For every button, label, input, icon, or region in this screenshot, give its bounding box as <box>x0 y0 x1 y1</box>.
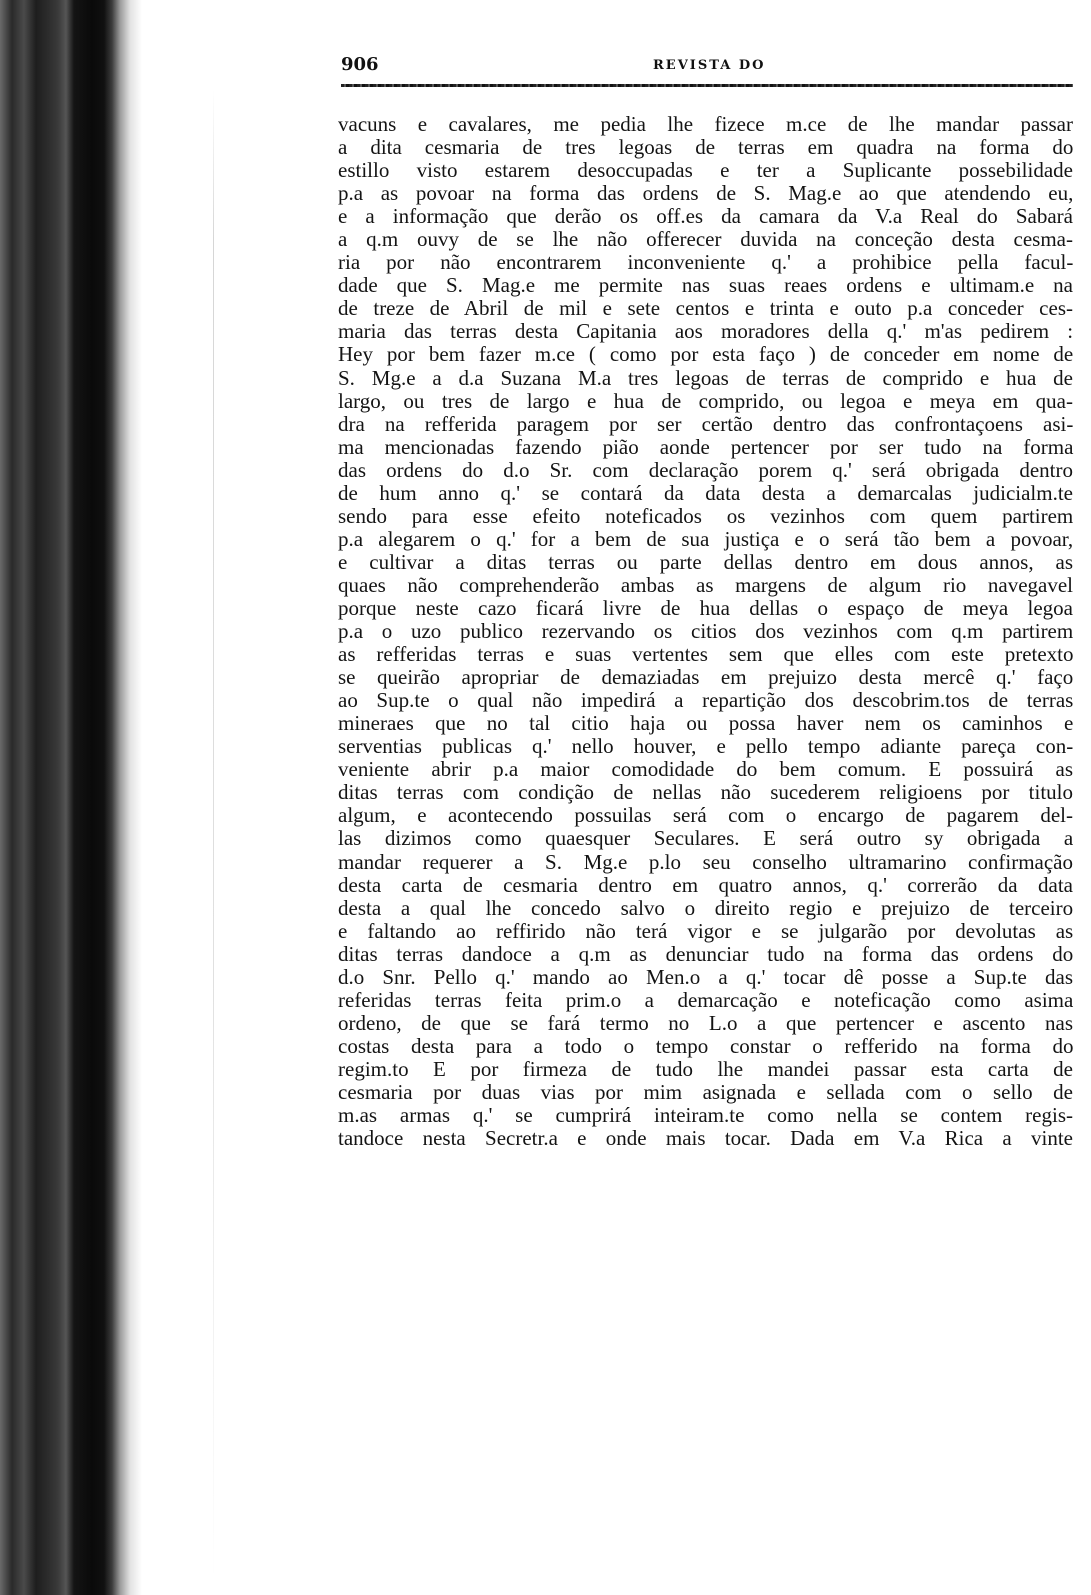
text-line: dra na refferida paragem por ser certão dentro das confrontaçoens asi- <box>338 411 1074 436</box>
body-text <box>338 113 1073 1150</box>
page-edge-line <box>213 90 214 1580</box>
text-line: referidas terras feita prim.o a demarcação e noteficação como asima <box>338 987 1074 1012</box>
text-line: ao Sup.te o qual não impedirá a repartição dos descobrim.tos de terras <box>338 688 1074 713</box>
text-line: sendo para esse efeito noteficados os vezinhos com quem partirem <box>338 503 1074 528</box>
text-line: porque neste cazo ficará livre de hua dellas o espaço de meya legoa <box>338 595 1073 620</box>
text-line: desta a qual lhe concedo salvo o direito regio e prejuizo de terceiro <box>338 895 1074 920</box>
text-line: ditas terras com condição de nellas não sucederem religioens por titulo <box>338 780 1073 805</box>
page-number: 906 <box>341 54 379 75</box>
header-rule <box>341 84 1073 87</box>
text-line: a dita cesmaria de tres legoas de terras em quadra na forma do <box>338 135 1074 160</box>
text-line: p.a alegarem o q.' for a bem de sua justiça e o será tão bem a povoar, <box>338 526 1074 551</box>
text-line: ma mencionadas fazendo pião aonde pertencer por ser tudo na forma <box>338 434 1074 459</box>
text-line: e cultivar a ditas terras ou parte dellas dentro em dous annos, as <box>338 549 1073 574</box>
text-line: maria das terras desta Capitania aos moradores della q.' m'as pedirem : <box>338 319 1074 344</box>
text-line: quaes não comprehenderão ambas as margens de algum rio navegavel <box>338 572 1073 597</box>
text-line: dade que S. Mag.e me permite nas suas reaes ordens e ultimam.e na <box>338 273 1073 298</box>
text-line: e faltando ao reffirido não terá vigor e se julgarão por devolutas as <box>338 918 1074 943</box>
text-line: as refferidas terras e suas vertentes sem que elles com este pretexto <box>338 642 1074 667</box>
text-line: e a informação que derão os off.es da camara da V.a Real do Sabará <box>338 204 1073 229</box>
text-line: p.a o uzo publico rezervando os citios dos vezinhos com q.m partirem <box>338 619 1074 644</box>
text-line: algum, e acontecendo possuilas será com o encargo de pagarem del- <box>338 803 1073 828</box>
text-line: costas desta para a todo o tempo constar o refferido na forma do <box>338 1033 1074 1058</box>
text-line: de hum anno q.' se contará da data desta a demarcalas judicialm.te <box>338 480 1073 505</box>
text-line: de treze de Abril de mil e sete centos e trinta e outo p.a conceder ces- <box>338 296 1073 321</box>
text-line: m.as armas q.' se cumprirá inteiram.te como nella se contem regis- <box>338 1103 1073 1128</box>
text-line: regim.to E por firmeza de tudo lhe mandei passar esta carta de <box>338 1056 1073 1081</box>
text-line: Hey por bem fazer m.ce ( como por esta faço ) de conceder em nome de <box>338 342 1074 367</box>
text-line: desta carta de cesmaria dentro em quatro annos, q.' correrão da data <box>338 872 1073 897</box>
text-line: serventias publicas q.' nello houver, e pello tempo adiante pareça con- <box>338 734 1074 759</box>
text-line: las dizimos como quaesquer Seculares. E será outro sy obrigada a <box>338 826 1074 851</box>
text-line: veniente abrir p.a maior comodidade do bem comum. E possuirá as <box>338 757 1073 782</box>
text-line: ria por não encontrarem inconveniente q.' a prohibice pella facul- <box>338 250 1074 275</box>
text-line: mineraes que no tal citio haja ou possa haver nem os caminhos e <box>338 711 1074 736</box>
running-header <box>341 54 1073 88</box>
text-line: ditas terras dandoce a q.m as denunciar tudo na forma das ordens do <box>338 941 1074 966</box>
text-line: vacuns e cavalares, me pedia lhe fizece m.ce de lhe mandar passar <box>338 112 1073 136</box>
book-gutter-shadow <box>0 0 175 1595</box>
journal-title: REVISTA DO <box>653 58 766 73</box>
text-line: mandar requerer a S. Mg.e p.lo seu conselho ultramarino confirmação <box>338 849 1073 874</box>
text-line: largo, ou tres de largo e hua de comprido, ou legoa e meya em qua- <box>338 388 1073 413</box>
text-line: ordeno, de que se fará termo no L.o a que pertencer e ascento nas <box>338 1010 1073 1035</box>
text-line: tandoce nesta Secretr.a e onde mais tocar. Dada em V.a Rica a vinte <box>338 1126 1073 1151</box>
text-line: p.a as povoar na forma das ordens de S. Mag.e ao que atendendo eu, <box>338 181 1074 206</box>
text-line: d.o Snr. Pello q.' mando ao Men.o a q.' tocar dê posse a Sup.te das <box>338 964 1073 989</box>
text-line: se queirão apropriar de demaziadas em prejuizo desta mercê q.' faço <box>338 665 1074 690</box>
text-line: estillo visto estarem desoccupadas e ter a Suplicante possebilidade <box>338 158 1073 183</box>
text-line: cesmaria por duas vias por mim asignada e sellada com o sello de <box>338 1079 1073 1104</box>
text-line: S. Mg.e a d.a Suzana M.a tres legoas de terras de comprido e hua de <box>338 365 1073 390</box>
text-line: das ordens do d.o Sr. com declaração porem q.' será obrigada dentro <box>338 457 1073 482</box>
text-line: a q.m ouvy de se lhe não offerecer duvida na conceção desta cesma- <box>338 227 1073 252</box>
